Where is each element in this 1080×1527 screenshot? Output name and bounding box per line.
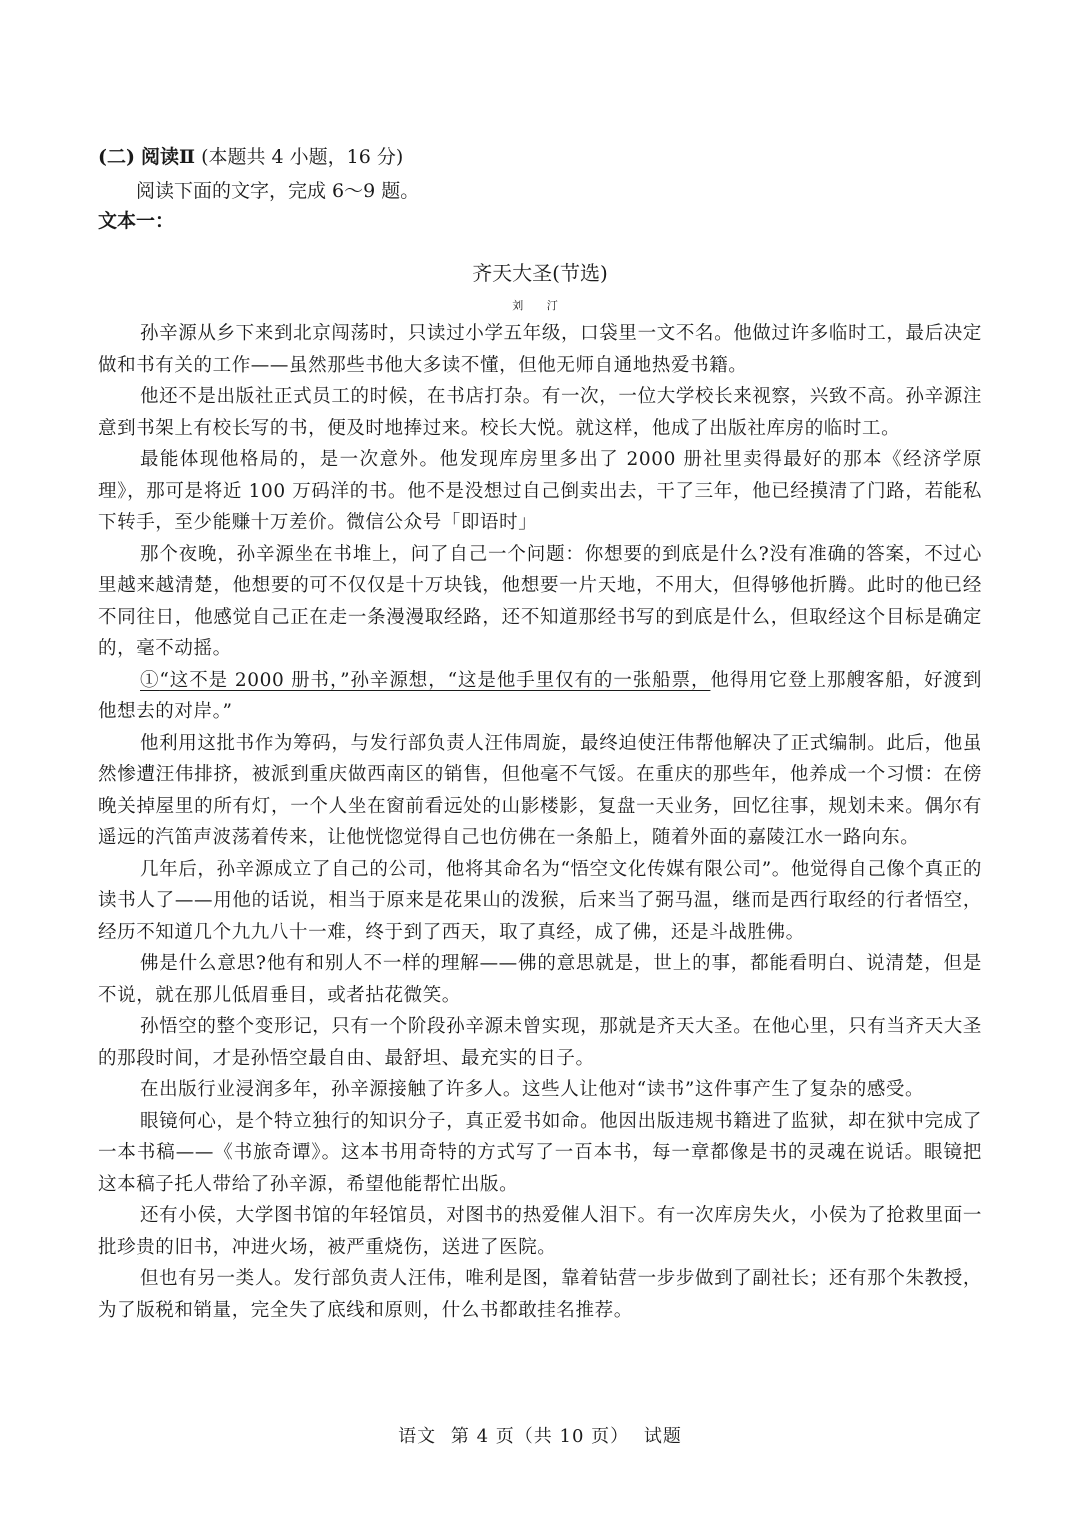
paragraph-6: 他利用这批书作为筹码，与发行部负责人汪伟周旋，最终迫使汪伟帮他解决了正式编制。此后，他虽然惨遭汪伟排挤，被派到重庆做西南区的销售，但他毫不气馁。在重庆的那些年，他养成一个习惯：在傍晚关掉屋里的所有灯，一个人坐在窗前看远处的山影楼影，复盘一天业务，回忆往事，规划未来。偶尔有遥远的汽笛声波荡着传来，让他恍惚觉得自己也仿佛在一条船上，随着外面的嘉陵江水一路向东。 bbox=[98, 732, 982, 848]
paragraph-1: 孙辛源从乡下来到北京闯荡时，只读过小学五年级，口袋里一文不名。他做过许多临时工，最后决定做和书有关的工作——虽然那些书他大多读不懂，但他无师自通地热爱书籍。 bbox=[98, 323, 982, 376]
footer-subject: 语文 bbox=[398, 1426, 437, 1447]
section-number: (二) bbox=[98, 146, 135, 168]
text-label: 文本一： bbox=[98, 210, 175, 232]
paragraph-7: 几年后，孙辛源成立了自己的公司，他将其命名为“悟空文化传媒有限公司”。他觉得自己像个真正的读书人了——用他的话说，相当于原来是花果山的泼猴，后来当了弼马温，继而是西行取经的行者悟空，经历不知道几个九九八十一难，终于到了西天，取了真经，成了佛，还是斗战胜佛。 bbox=[98, 858, 982, 943]
paragraph-11: 眼镜何心，是个特立独行的知识分子，真正爱书如命。他因出版违规书籍进了监狱，却在狱中完成了一本书稿——《书旅奇谭》。这本书用奇特的方式写了一百本书，每一章都像是书的灵魂在说话。眼镜把这本稿子托人带给了孙辛源，希望他能帮忙出版。 bbox=[98, 1110, 982, 1195]
article-title: 齐天大圣(节选) bbox=[472, 261, 608, 285]
paragraph-10: 在出版行业浸润多年，孙辛源接触了许多人。这些人让他对“读书”这件事产生了复杂的感受。 bbox=[140, 1079, 925, 1100]
underlined-marker: ① bbox=[140, 669, 160, 691]
article-author: 刘 汀 bbox=[512, 299, 568, 312]
paragraph-5 bbox=[98, 665, 982, 728]
underlined-sentence: “这不是 2000 册书，”孙辛源想，“这是他手里仅有的一张船票， bbox=[159, 669, 711, 691]
page-footer bbox=[0, 1422, 1080, 1452]
paragraph-4: 那个夜晚，孙辛源坐在书堆上，问了自己一个问题：你想要的到底是什么?没有准确的答案，不过心里越来越清楚，他想要的可不仅仅是十万块钱，他想要一片天地，不用大，但得够他折腾。此时的他已经不同往日，他感觉自己正在走一条漫漫取经路，还不知道那经书写的到底是什么，但取经这个目标是确定的，毫不动摇。 bbox=[98, 543, 982, 659]
paragraph-5-rest: 他得用它登上那艘客船，好渡到他想去的对岸。” bbox=[98, 669, 982, 722]
paragraph-12: 还有小侯，大学图书馆的年轻馆员，对图书的热爱催人泪下。有一次库房失火，小侯为了抢救里面一批珍贵的旧书，冲进火场，被严重烧伤，送进了医院。 bbox=[98, 1205, 982, 1258]
section-header bbox=[98, 142, 982, 172]
footer-page-number: 第 4 页（共 10 页） bbox=[450, 1426, 630, 1447]
paragraph-3: 最能体现他格局的，是一次意外。他发现库房里多出了 2000 册社里卖得最好的那本《经济学原理》，那可是将近 100 万码洋的书。他不是没想过自己倒卖出去，干了三年，他已经摸清了门路，若能私下转手，至少能赚十万差价。微信公众号「即语时」 bbox=[98, 449, 982, 533]
paragraph-13: 但也有另一类人。发行部负责人汪伟，唯利是图，靠着钻营一步步做到了副社长；还有那个朱教授，为了版税和销量，完全失了底线和原则，什么书都敢挂名推荐。 bbox=[98, 1268, 982, 1321]
section-name: 阅读Ⅱ bbox=[141, 146, 196, 168]
section-meta: (本题共 4 小题，16 分) bbox=[201, 146, 404, 168]
footer-kind: 试题 bbox=[643, 1426, 682, 1447]
paragraph-8: 佛是什么意思?他有和别人不一样的理解——佛的意思就是，世上的事，都能看明白、说清楚，但是不说，就在那儿低眉垂目，或者拈花微笑。 bbox=[98, 953, 982, 1006]
reading-instruction: 阅读下面的文字，完成 6～9 题。 bbox=[136, 180, 420, 202]
exam-page bbox=[98, 142, 982, 1326]
paragraph-2: 他还不是出版社正式员工的时候，在书店打杂。有一次，一位大学校长来视察，兴致不高。孙辛源注意到书架上有校长写的书，便及时地捧过来。校长大悦。就这样，他成了出版社库房的临时工。 bbox=[98, 386, 982, 439]
paragraph-9: 孙悟空的整个变形记，只有一个阶段孙辛源未曾实现，那就是齐天大圣。在他心里，只有当齐天大圣的那段时间，才是孙悟空最自由、最舒坦、最充实的日子。 bbox=[98, 1016, 982, 1069]
